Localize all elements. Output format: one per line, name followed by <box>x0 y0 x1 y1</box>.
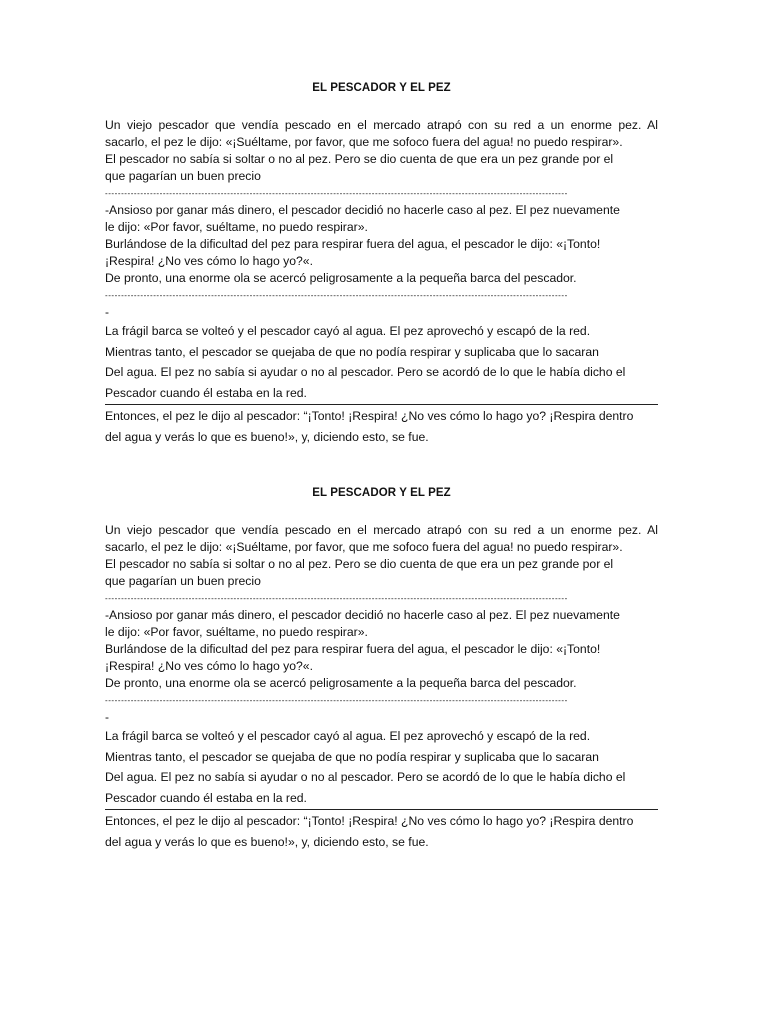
paragraph-intro <box>105 522 658 590</box>
paragraph-middle <box>105 607 658 692</box>
text-line: Pescador cuando él estaba en la red. <box>105 385 307 400</box>
dashed-separator: ------------------------------------------------------------------------------------------------------------------------------------------------ <box>105 291 568 300</box>
story-copy-1 <box>105 81 658 448</box>
text-line: -Ansioso por ganar más dinero, el pescador decidió no hacerle caso al pez. El pez nuevamente <box>105 203 620 217</box>
text-line: El pescador no sabía si soltar o no al pez. Pero se dio cuenta de que era un pez grande por el <box>105 557 614 571</box>
text-line: Entonces, el pez le dijo al pescador: “¡Tonto! ¡Respira! ¿No ves cómo lo hago yo? ¡Respira dentro <box>105 814 634 828</box>
paragraph-capsize <box>105 321 658 403</box>
paragraph-intro <box>105 117 658 185</box>
text-line: ¡Respira! ¿No ves cómo lo hago yo?«. <box>105 254 313 268</box>
dashed-separator: ------------------------------------------------------------------------------------------------------------------------------------------------ <box>105 696 568 705</box>
dash-tail: - <box>105 305 109 319</box>
text-line: que pagarían un buen precio <box>105 574 261 588</box>
text-line: le dijo: «Por favor, suéltame, no puedo respirar». <box>105 220 368 234</box>
dash-tail: - <box>105 710 109 724</box>
paragraph-capsize <box>105 726 658 808</box>
dashed-separator: ------------------------------------------------------------------------------------------------------------------------------------------------ <box>105 189 568 198</box>
text-line: Del agua. El pez no sabía si ayudar o no al pescador. Pero se acordó de lo que le había dicho el <box>105 365 626 379</box>
text-line: De pronto, una enorme ola se acercó peligrosamente a la pequeña barca del pescador. <box>105 676 577 690</box>
text-line: ¡Respira! ¿No ves cómo lo hago yo?«. <box>105 659 313 673</box>
text-line: sacarlo, el pez le dijo: «¡Suéltame, por favor, que me sofoco fuera del agua! no puedo respirar». <box>105 540 623 554</box>
text-line: Burlándose de la dificultad del pez para respirar fuera del agua, el pescador le dijo: «¡Tonto! <box>105 237 601 251</box>
paragraph-middle <box>105 202 658 287</box>
text-line: Del agua. El pez no sabía si ayudar o no al pescador. Pero se acordó de lo que le había dicho el <box>105 770 626 784</box>
story-copy-2 <box>105 486 658 853</box>
text-line: La frágil barca se volteó y el pescador cayó al agua. El pez aprovechó y escapó de la red. <box>105 324 591 338</box>
dashed-separator: ------------------------------------------------------------------------------------------------------------------------------------------------ <box>105 594 568 603</box>
text-line: del agua y verás lo que es bueno!», y, diciendo esto, se fue. <box>105 835 429 849</box>
paragraph-ending <box>105 406 658 448</box>
paragraph-ending <box>105 811 658 853</box>
text-line: De pronto, una enorme ola se acercó peligrosamente a la pequeña barca del pescador. <box>105 271 577 285</box>
text-line: La frágil barca se volteó y el pescador cayó al agua. El pez aprovechó y escapó de la red. <box>105 729 591 743</box>
text-line: El pescador no sabía si soltar o no al pez. Pero se dio cuenta de que era un pez grande por el <box>105 152 614 166</box>
text-line: Un viejo pescador que vendía pescado en el mercado atrapó con su red a un enorme pez. Al <box>105 118 658 132</box>
text-line: Un viejo pescador que vendía pescado en el mercado atrapó con su red a un enorme pez. Al <box>105 523 658 537</box>
story-title: EL PESCADOR Y EL PEZ <box>312 82 451 94</box>
text-line: le dijo: «Por favor, suéltame, no puedo respirar». <box>105 625 368 639</box>
text-line: que pagarían un buen precio <box>105 169 261 183</box>
text-line: Pescador cuando él estaba en la red. <box>105 790 307 805</box>
text-line: Burlándose de la dificultad del pez para respirar fuera del agua, el pescador le dijo: «¡Tonto! <box>105 642 601 656</box>
text-line: -Ansioso por ganar más dinero, el pescador decidió no hacerle caso al pez. El pez nuevamente <box>105 608 620 622</box>
solid-rule <box>105 404 658 405</box>
text-line: del agua y verás lo que es bueno!», y, diciendo esto, se fue. <box>105 430 429 444</box>
text-line: Mientras tanto, el pescador se quejaba de que no podía respirar y suplicaba que lo sacaran <box>105 344 599 359</box>
solid-rule <box>105 809 658 810</box>
text-line: sacarlo, el pez le dijo: «¡Suéltame, por favor, que me sofoco fuera del agua! no puedo respirar». <box>105 135 623 149</box>
story-title: EL PESCADOR Y EL PEZ <box>312 487 451 499</box>
text-line: Entonces, el pez le dijo al pescador: “¡Tonto! ¡Respira! ¿No ves cómo lo hago yo? ¡Respira dentro <box>105 409 634 423</box>
text-line: Mientras tanto, el pescador se quejaba de que no podía respirar y suplicaba que lo sacaran <box>105 749 599 764</box>
